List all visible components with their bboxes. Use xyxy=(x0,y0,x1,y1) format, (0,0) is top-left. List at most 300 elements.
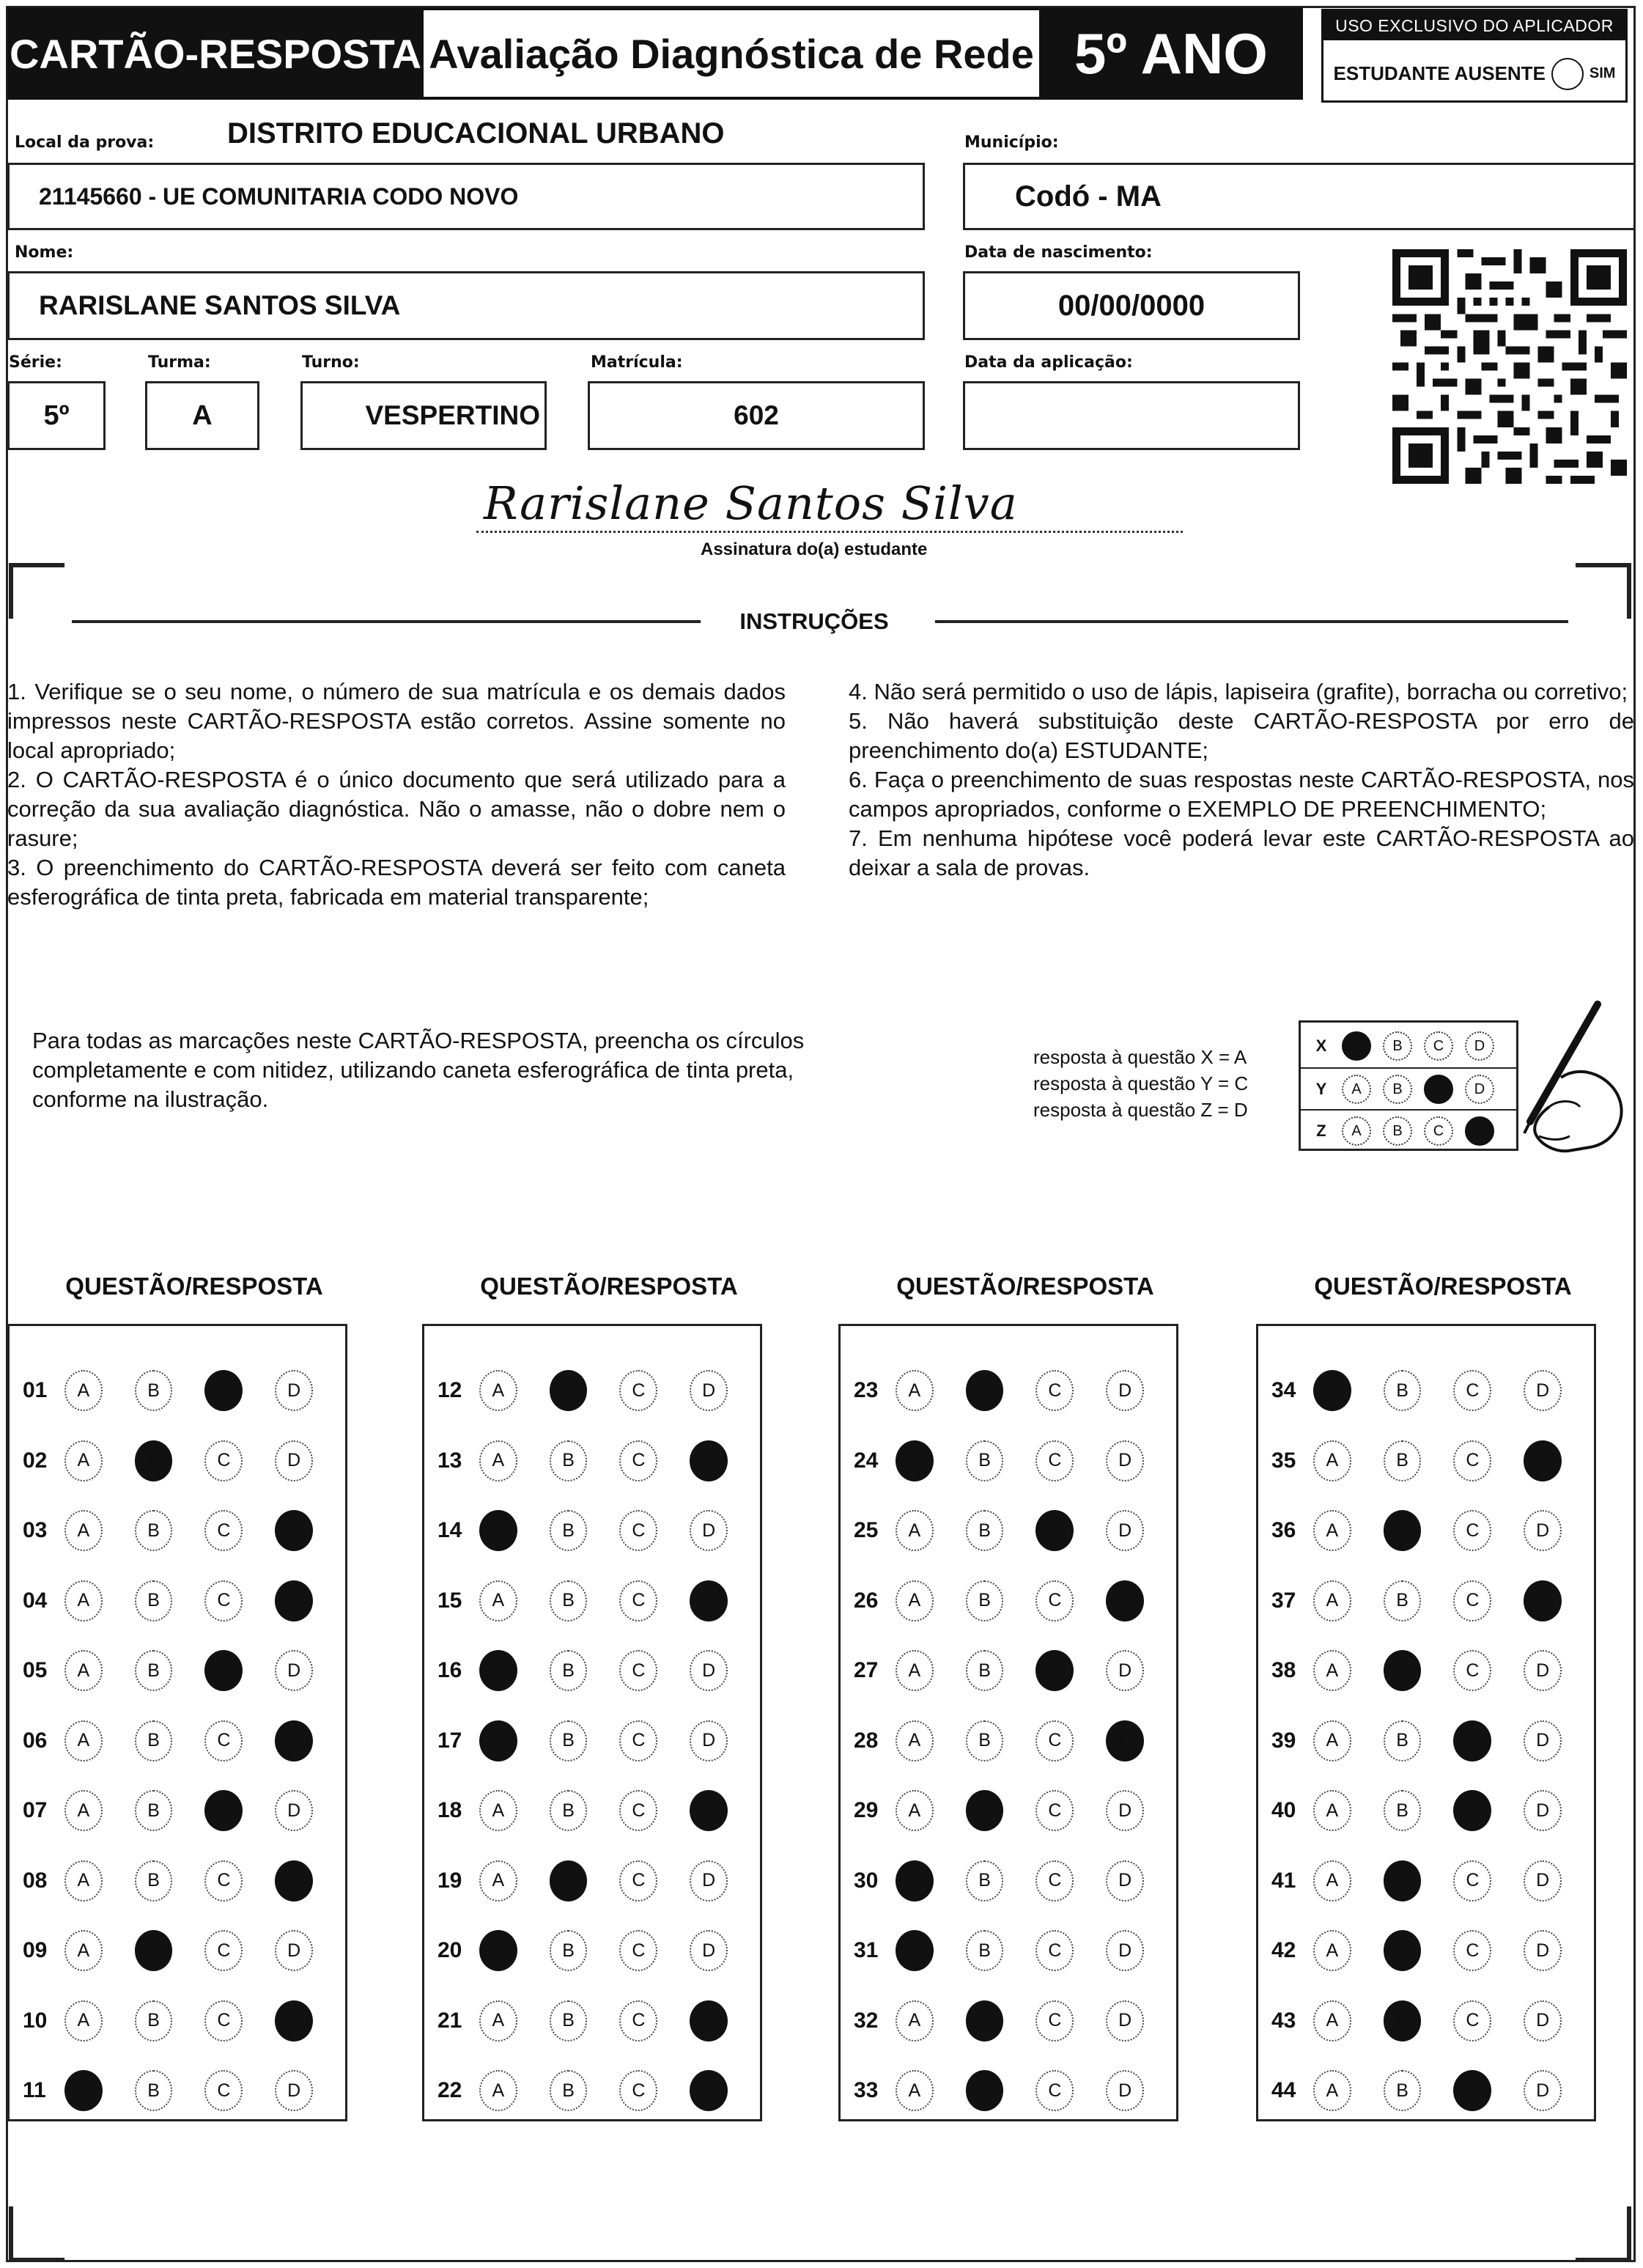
question-number: 21 xyxy=(437,2008,462,2033)
answer-bubble-a[interactable]: A xyxy=(479,1370,517,1411)
question-row xyxy=(1258,1369,1594,1413)
question-number: 25 xyxy=(854,1518,879,1542)
instruction-item: 7. Em nenhuma hipótese você poderá levar este CARTÃO-RESPOSTA ao deixar a sala de provas. xyxy=(849,825,1634,880)
answer-bubble-c[interactable]: C xyxy=(1035,1930,1074,1971)
answer-bubble-d[interactable]: D xyxy=(690,1440,728,1481)
answer-bubble-d[interactable]: D xyxy=(1106,1440,1144,1481)
answer-bubble-b[interactable]: B xyxy=(966,1440,1004,1481)
answer-bubble-b[interactable]: B xyxy=(1384,1790,1422,1831)
question-row xyxy=(10,1859,345,1903)
answer-bubble-b[interactable]: B xyxy=(1384,2070,1422,2111)
signature-line xyxy=(476,531,1183,533)
answer-bubble-a[interactable]: A xyxy=(896,1370,934,1411)
instruction-item: 4. Não será permitido o uso de lápis, lapiseira (grafite), borracha ou corretivo; xyxy=(849,679,1628,704)
grade-title: 5º ANO xyxy=(1039,7,1303,100)
question-row xyxy=(424,1509,760,1553)
question-number: 08 xyxy=(23,1868,48,1893)
answer-bubble-a[interactable]: A xyxy=(1313,1440,1351,1481)
answer-bubble-b[interactable]: B xyxy=(550,1720,588,1761)
example-bubble-c: C xyxy=(1424,1031,1453,1061)
answer-bubble-d[interactable]: D xyxy=(690,1720,728,1761)
corner-mark-bottom-right xyxy=(1576,2206,1631,2262)
answer-bubble-b[interactable]: B xyxy=(1384,1580,1422,1621)
student-signature: Rarislane Santos Silva xyxy=(484,476,1018,530)
matricula-field: 602 xyxy=(588,381,925,450)
answer-bubble-a[interactable]: A xyxy=(479,2000,517,2041)
example-bubble-d: D xyxy=(1465,1031,1494,1061)
instruction-item: 3. O preenchimento do CARTÃO-RESPOSTA deverá ser feito com caneta esferográfica de tinta preta, fabricada em material transparente; xyxy=(7,855,786,910)
question-number: 13 xyxy=(437,1448,462,1473)
answer-bubble-c[interactable]: C xyxy=(204,1650,243,1691)
question-row xyxy=(1258,1719,1594,1763)
answer-bubble-c[interactable]: C xyxy=(1035,2070,1074,2111)
answer-bubble-d[interactable]: D xyxy=(690,1650,728,1691)
question-row xyxy=(841,1579,1176,1623)
answer-bubble-b[interactable]: B xyxy=(135,1510,173,1551)
absent-label: ESTUDANTE AUSENTE xyxy=(1333,62,1546,84)
answer-bubble-a[interactable]: A xyxy=(896,1860,934,1901)
answer-bubble-d[interactable]: D xyxy=(1524,1860,1562,1901)
question-number: 18 xyxy=(437,1798,462,1822)
instruction-item: 1. Verifique se o seu nome, o número de sua matrícula e os demais dados impressos neste CARTÃO-RESPOSTA estão corretos. Assine somente no local apropriado; xyxy=(7,679,786,763)
example-bubble-b: B xyxy=(1383,1031,1412,1061)
question-row xyxy=(841,1789,1176,1833)
answer-bubble-d[interactable]: D xyxy=(275,1790,313,1831)
answer-bubble-d[interactable]: D xyxy=(1106,1720,1144,1761)
answer-bubble-b[interactable]: B xyxy=(1384,1720,1422,1761)
answer-bubble-d[interactable]: D xyxy=(1524,1440,1562,1481)
answer-bubble-c[interactable]: C xyxy=(204,2070,243,2111)
question-number: 34 xyxy=(1271,1378,1296,1402)
answer-bubble-b[interactable]: B xyxy=(966,1510,1004,1551)
answer-bubble-a[interactable]: A xyxy=(479,1440,517,1481)
nome-label: Nome: xyxy=(15,243,74,262)
absent-option: SIM xyxy=(1589,65,1616,81)
answer-bubble-c[interactable]: C xyxy=(1453,1370,1491,1411)
answer-column-3 xyxy=(838,1324,1178,2121)
answer-bubble-b[interactable]: B xyxy=(966,1930,1004,1971)
answer-bubble-d[interactable]: D xyxy=(275,1370,313,1411)
answer-bubble-d[interactable]: D xyxy=(690,2000,728,2041)
answer-bubble-d[interactable]: D xyxy=(275,1720,313,1761)
answer-bubble-c[interactable]: C xyxy=(204,1370,243,1411)
answer-bubble-c[interactable]: C xyxy=(619,1650,657,1691)
answer-bubble-c[interactable]: C xyxy=(1035,1650,1074,1691)
instructions-rule-right xyxy=(935,620,1568,623)
example-bubble-a: A xyxy=(1342,1075,1371,1104)
question-number: 20 xyxy=(437,1938,462,1962)
answer-bubble-b[interactable]: B xyxy=(135,1370,173,1411)
answer-bubble-d[interactable]: D xyxy=(690,2070,728,2111)
question-row xyxy=(841,1439,1176,1483)
answer-bubble-d[interactable]: D xyxy=(690,1860,728,1901)
question-number: 38 xyxy=(1271,1658,1296,1682)
answer-bubble-b[interactable]: B xyxy=(135,1790,173,1831)
answer-bubble-c[interactable]: C xyxy=(1035,1860,1074,1901)
answer-bubble-d[interactable]: D xyxy=(1106,1930,1144,1971)
answer-bubble-a[interactable]: A xyxy=(64,1930,103,1971)
answer-bubble-b[interactable]: B xyxy=(966,2000,1004,2041)
question-row xyxy=(841,1719,1176,1763)
column-title: QUESTÃO/RESPOSTA xyxy=(1314,1273,1572,1300)
question-row xyxy=(10,1999,345,2043)
answer-bubble-d[interactable]: D xyxy=(1524,1580,1562,1621)
answer-bubble-a[interactable]: A xyxy=(896,1790,934,1831)
answer-bubble-b[interactable]: B xyxy=(550,1930,588,1971)
question-row xyxy=(424,1789,760,1833)
answer-bubble-a[interactable]: A xyxy=(479,1930,517,1971)
answer-bubble-d[interactable]: D xyxy=(275,1580,313,1621)
answer-bubble-c[interactable]: C xyxy=(1453,1580,1491,1621)
answer-bubble-c[interactable]: C xyxy=(1453,2000,1491,2041)
question-row xyxy=(10,2069,345,2113)
answer-bubble-d[interactable]: D xyxy=(275,1650,313,1691)
question-number: 29 xyxy=(854,1798,879,1822)
answer-bubble-b[interactable]: B xyxy=(135,1580,173,1621)
answer-bubble-a[interactable]: A xyxy=(64,1510,103,1551)
nascimento-label: Data de nascimento: xyxy=(964,243,1153,262)
answer-bubble-a[interactable]: A xyxy=(479,1790,517,1831)
question-number: 35 xyxy=(1271,1448,1296,1473)
question-row xyxy=(424,1649,760,1693)
answer-bubble-c[interactable]: C xyxy=(1453,1790,1491,1831)
answer-bubble-b[interactable]: B xyxy=(1384,2000,1422,2041)
question-number: 06 xyxy=(23,1728,48,1753)
answer-bubble-c[interactable]: C xyxy=(1035,2000,1074,2041)
answer-bubble-d[interactable]: D xyxy=(275,1440,313,1481)
example-grid xyxy=(1299,1020,1518,1151)
answer-bubble-a[interactable]: A xyxy=(896,1930,934,1971)
answer-bubble-c[interactable]: C xyxy=(1035,1510,1074,1551)
answer-bubble-d[interactable]: D xyxy=(275,2000,313,2041)
answer-bubble-b[interactable]: B xyxy=(550,1440,588,1481)
question-row xyxy=(10,1789,345,1833)
question-number: 40 xyxy=(1271,1798,1296,1822)
answer-bubble-b[interactable]: B xyxy=(550,1580,588,1621)
example-row-label: Z xyxy=(1316,1122,1326,1140)
answer-bubble-d[interactable]: D xyxy=(1524,1510,1562,1551)
example-bubble-b: B xyxy=(1383,1116,1412,1146)
answer-bubble-c[interactable]: C xyxy=(619,2000,657,2041)
question-number: 03 xyxy=(23,1518,48,1542)
question-number: 14 xyxy=(437,1518,462,1542)
instructions-left xyxy=(7,677,786,912)
example-row xyxy=(1301,1109,1516,1152)
question-row xyxy=(841,1859,1176,1903)
corner-mark-top-left xyxy=(9,563,64,619)
question-number: 28 xyxy=(854,1728,879,1753)
district-name: DISTRITO EDUCACIONAL URBANO xyxy=(227,117,725,150)
local-field: 21145660 - UE COMUNITARIA CODO NOVO xyxy=(7,163,925,230)
answer-bubble-a[interactable]: A xyxy=(1313,2000,1351,2041)
answer-bubble-d[interactable]: D xyxy=(1106,1790,1144,1831)
question-row xyxy=(424,1579,760,1623)
answer-bubble-a[interactable]: A xyxy=(64,2070,103,2111)
instructions-title: INSTRUÇÕES xyxy=(739,608,889,634)
question-row xyxy=(841,1999,1176,2043)
answer-bubble-c[interactable]: C xyxy=(1035,1580,1074,1621)
turno-field: VESPERTINO xyxy=(300,381,547,450)
answer-bubble-b[interactable]: B xyxy=(966,2070,1004,2111)
answer-bubble-c[interactable]: C xyxy=(619,1790,657,1831)
answer-bubble-c[interactable]: C xyxy=(204,1580,243,1621)
question-number: 30 xyxy=(854,1868,879,1893)
question-number: 26 xyxy=(854,1588,879,1613)
answer-bubble-a[interactable]: A xyxy=(1313,1370,1351,1411)
question-number: 09 xyxy=(23,1938,48,1962)
answer-bubble-d[interactable]: D xyxy=(1524,1930,1562,1971)
answer-bubble-b[interactable]: B xyxy=(550,1370,588,1411)
question-number: 05 xyxy=(23,1658,48,1682)
answer-bubble-d[interactable]: D xyxy=(1524,1370,1562,1411)
answer-bubble-a[interactable]: A xyxy=(479,1720,517,1761)
answer-bubble-b[interactable]: B xyxy=(1384,1370,1422,1411)
column-title: QUESTÃO/RESPOSTA xyxy=(65,1273,323,1300)
absent-bubble[interactable] xyxy=(1551,58,1584,90)
answer-bubble-c[interactable]: C xyxy=(204,1440,243,1481)
answer-bubble-b[interactable]: B xyxy=(550,1650,588,1691)
answer-bubble-a[interactable]: A xyxy=(1313,1930,1351,1971)
question-row xyxy=(1258,1929,1594,1973)
example-bubble-a: A xyxy=(1342,1116,1371,1146)
answer-bubble-b[interactable]: B xyxy=(966,1790,1004,1831)
answer-bubble-d[interactable]: D xyxy=(1106,1370,1144,1411)
question-number: 24 xyxy=(854,1448,879,1473)
answer-bubble-a[interactable]: A xyxy=(896,1720,934,1761)
question-row xyxy=(1258,1439,1594,1483)
answer-bubble-a[interactable]: A xyxy=(896,2000,934,2041)
example-bubble-b: B xyxy=(1383,1075,1412,1104)
answer-bubble-d[interactable]: D xyxy=(1106,2070,1144,2111)
question-number: 17 xyxy=(437,1728,462,1753)
serie-label: Série: xyxy=(9,353,62,372)
example-row-label: Y xyxy=(1315,1080,1327,1098)
answer-bubble-c[interactable]: C xyxy=(204,1790,243,1831)
answer-bubble-c[interactable]: C xyxy=(1035,1370,1074,1411)
example-bubble-d: D xyxy=(1465,1075,1494,1104)
answer-bubble-b[interactable]: B xyxy=(966,1720,1004,1761)
answer-bubble-b[interactable]: B xyxy=(135,1860,173,1901)
answer-bubble-a[interactable]: A xyxy=(1313,1860,1351,1901)
answer-bubble-c[interactable]: C xyxy=(619,1930,657,1971)
serie-field: 5º xyxy=(7,381,106,450)
answer-bubble-b[interactable]: B xyxy=(966,1580,1004,1621)
answer-bubble-a[interactable]: A xyxy=(479,1860,517,1901)
answer-bubble-b[interactable]: B xyxy=(135,1930,173,1971)
question-number: 10 xyxy=(23,2008,48,2033)
question-row xyxy=(10,1369,345,1413)
question-number: 39 xyxy=(1271,1728,1296,1753)
municipio-label: Município: xyxy=(964,133,1059,152)
answer-bubble-b[interactable]: B xyxy=(135,2070,173,2111)
answer-bubble-a[interactable]: A xyxy=(1313,1790,1351,1831)
answer-bubble-d[interactable]: D xyxy=(275,1860,313,1901)
answer-bubble-c[interactable]: C xyxy=(1453,1860,1491,1901)
answer-bubble-d[interactable]: D xyxy=(1106,1860,1144,1901)
answer-bubble-d[interactable]: D xyxy=(1524,1790,1562,1831)
question-row xyxy=(841,1929,1176,1973)
answer-bubble-a[interactable]: A xyxy=(479,1580,517,1621)
answer-bubble-b[interactable]: B xyxy=(966,1860,1004,1901)
answer-bubble-c[interactable]: C xyxy=(204,1510,243,1551)
answer-bubble-a[interactable]: A xyxy=(64,1370,103,1411)
question-row xyxy=(424,1929,760,1973)
answer-bubble-d[interactable]: D xyxy=(1106,2000,1144,2041)
question-row xyxy=(1258,2069,1594,2113)
answer-bubble-a[interactable]: A xyxy=(1313,1720,1351,1761)
question-row xyxy=(424,1859,760,1903)
answer-bubble-a[interactable]: A xyxy=(479,2070,517,2111)
answer-bubble-c[interactable]: C xyxy=(619,1440,657,1481)
answer-bubble-b[interactable]: B xyxy=(135,2000,173,2041)
answer-bubble-d[interactable]: D xyxy=(1524,2070,1562,2111)
answer-bubble-b[interactable]: B xyxy=(135,1650,173,1691)
answer-bubble-c[interactable]: C xyxy=(1035,1790,1074,1831)
answer-bubble-c[interactable]: C xyxy=(204,1930,243,1971)
answer-bubble-a[interactable]: A xyxy=(896,1510,934,1551)
answer-bubble-d[interactable]: D xyxy=(1106,1510,1144,1551)
answer-bubble-c[interactable]: C xyxy=(1453,1440,1491,1481)
question-row xyxy=(10,1579,345,1623)
answer-bubble-c[interactable]: C xyxy=(1453,1930,1491,1971)
answer-bubble-d[interactable]: D xyxy=(690,1580,728,1621)
answer-bubble-b[interactable]: B xyxy=(550,1860,588,1901)
answer-bubble-b[interactable]: B xyxy=(966,1370,1004,1411)
answer-bubble-c[interactable]: C xyxy=(204,2000,243,2041)
question-number: 15 xyxy=(437,1588,462,1613)
question-number: 36 xyxy=(1271,1518,1296,1542)
answer-bubble-c[interactable]: C xyxy=(1453,1510,1491,1551)
answer-bubble-c[interactable]: C xyxy=(1453,2070,1491,2111)
question-number: 22 xyxy=(437,2078,462,2102)
answer-bubble-b[interactable]: B xyxy=(550,1510,588,1551)
answer-bubble-d[interactable]: D xyxy=(690,1370,728,1411)
answer-bubble-c[interactable]: C xyxy=(1035,1720,1074,1761)
answer-bubble-a[interactable]: A xyxy=(1313,1580,1351,1621)
example-legend-item: resposta à questão Z = D xyxy=(1033,1099,1248,1121)
answer-bubble-c[interactable]: C xyxy=(619,1370,657,1411)
answer-bubble-a[interactable]: A xyxy=(64,1790,103,1831)
answer-bubble-a[interactable]: A xyxy=(64,1720,103,1761)
answer-bubble-a[interactable]: A xyxy=(896,2070,934,2111)
answer-bubble-a[interactable]: A xyxy=(896,1650,934,1691)
answer-column-1 xyxy=(7,1324,347,2121)
example-bubble-c: C xyxy=(1424,1116,1453,1146)
nome-field: RARISLANE SANTOS SILVA xyxy=(7,271,925,340)
answer-bubble-b[interactable]: B xyxy=(1384,1440,1422,1481)
question-row xyxy=(424,1719,760,1763)
answer-bubble-d[interactable]: D xyxy=(690,1930,728,1971)
answer-bubble-b[interactable]: B xyxy=(966,1650,1004,1691)
answer-bubble-d[interactable]: D xyxy=(690,1790,728,1831)
answer-bubble-d[interactable]: D xyxy=(1524,1720,1562,1761)
instruction-item: 5. Não haverá substituição deste CARTÃO-RESPOSTA por erro de preenchimento do(a) ESTUDANTE; xyxy=(849,708,1634,763)
question-row xyxy=(10,1719,345,1763)
question-number: 32 xyxy=(854,2008,879,2033)
answer-bubble-a[interactable]: A xyxy=(1313,2070,1351,2111)
answer-bubble-a[interactable]: A xyxy=(64,1580,103,1621)
answer-bubble-c[interactable]: C xyxy=(1453,1650,1491,1691)
answer-bubble-d[interactable]: D xyxy=(275,1930,313,1971)
answer-bubble-d[interactable]: D xyxy=(275,1510,313,1551)
answer-bubble-a[interactable]: A xyxy=(64,1860,103,1901)
example-legend xyxy=(1033,1044,1248,1123)
answer-bubble-c[interactable]: C xyxy=(619,1510,657,1551)
question-number: 42 xyxy=(1271,1938,1296,1962)
answer-column-4 xyxy=(1256,1324,1596,2121)
answer-bubble-c[interactable]: C xyxy=(619,2070,657,2111)
answer-bubble-a[interactable]: A xyxy=(64,1650,103,1691)
answer-bubble-a[interactable]: A xyxy=(1313,1650,1351,1691)
answer-bubble-a[interactable]: A xyxy=(479,1510,517,1551)
answer-bubble-b[interactable]: B xyxy=(1384,1510,1422,1551)
answer-bubble-d[interactable]: D xyxy=(1106,1580,1144,1621)
answer-bubble-a[interactable]: A xyxy=(479,1650,517,1691)
answer-bubble-b[interactable]: B xyxy=(135,1440,173,1481)
question-number: 07 xyxy=(23,1798,48,1822)
answer-bubble-d[interactable]: D xyxy=(275,2070,313,2111)
exam-title: Avaliação Diagnóstica de Rede xyxy=(424,7,1039,100)
answer-bubble-b[interactable]: B xyxy=(550,2000,588,2041)
example-row xyxy=(1301,1026,1516,1067)
instruction-item: 6. Faça o preenchimento de suas respostas neste CARTÃO-RESPOSTA, nos campos apropriados, conforme o EXEMPLO DE PREENCHIMENTO; xyxy=(849,767,1634,822)
question-row xyxy=(1258,1649,1594,1693)
turno-label: Turno: xyxy=(302,353,360,372)
answer-bubble-c[interactable]: C xyxy=(619,1580,657,1621)
example-legend-item: resposta à questão Y = C xyxy=(1033,1072,1249,1094)
municipio-field: Codó - MA xyxy=(963,163,1636,230)
answer-bubble-b[interactable]: B xyxy=(1384,1930,1422,1971)
answer-bubble-d[interactable]: D xyxy=(690,1510,728,1551)
answer-bubble-b[interactable]: B xyxy=(1384,1650,1422,1691)
nascimento-field: 00/00/0000 xyxy=(963,271,1300,340)
answer-bubble-b[interactable]: B xyxy=(135,1720,173,1761)
answer-bubble-c[interactable]: C xyxy=(1035,1440,1074,1481)
answer-bubble-c[interactable]: C xyxy=(204,1860,243,1901)
question-row xyxy=(841,2069,1176,2113)
turma-field: A xyxy=(145,381,259,450)
question-number: 01 xyxy=(23,1378,48,1402)
turma-label: Turma: xyxy=(148,353,211,372)
applicator-title: USO EXCLUSIVO DO APLICADOR xyxy=(1323,11,1625,40)
answer-bubble-d[interactable]: D xyxy=(1524,2000,1562,2041)
qr-code xyxy=(1392,249,1627,484)
answer-bubble-c[interactable]: C xyxy=(619,1860,657,1901)
answer-bubble-a[interactable]: A xyxy=(64,2000,103,2041)
answer-bubble-a[interactable]: A xyxy=(64,1440,103,1481)
matricula-label: Matrícula: xyxy=(591,353,683,372)
answer-bubble-d[interactable]: D xyxy=(1106,1650,1144,1691)
instruction-item: 2. O CARTÃO-RESPOSTA é o único documento que será utilizado para a correção da sua avaliação diagnóstica. Não o amasse, não o dobre nem o rasure; xyxy=(7,767,786,851)
answer-bubble-c[interactable]: C xyxy=(204,1720,243,1761)
answer-bubble-a[interactable]: A xyxy=(896,1580,934,1621)
corner-mark-bottom-left xyxy=(9,2206,64,2262)
answer-bubble-b[interactable]: B xyxy=(550,1790,588,1831)
question-number: 41 xyxy=(1271,1868,1296,1893)
question-row xyxy=(1258,1999,1594,2043)
question-number: 04 xyxy=(23,1588,48,1613)
question-row xyxy=(1258,1509,1594,1553)
question-row xyxy=(1258,1789,1594,1833)
answer-bubble-c[interactable]: C xyxy=(619,1720,657,1761)
answer-bubble-c[interactable]: C xyxy=(1453,1720,1491,1761)
answer-bubble-a[interactable]: A xyxy=(1313,1510,1351,1551)
answer-bubble-d[interactable]: D xyxy=(1524,1650,1562,1691)
answer-bubble-b[interactable]: B xyxy=(550,2070,588,2111)
answer-bubble-b[interactable]: B xyxy=(1384,1860,1422,1901)
question-number: 23 xyxy=(854,1378,879,1402)
answer-bubble-a[interactable]: A xyxy=(896,1440,934,1481)
